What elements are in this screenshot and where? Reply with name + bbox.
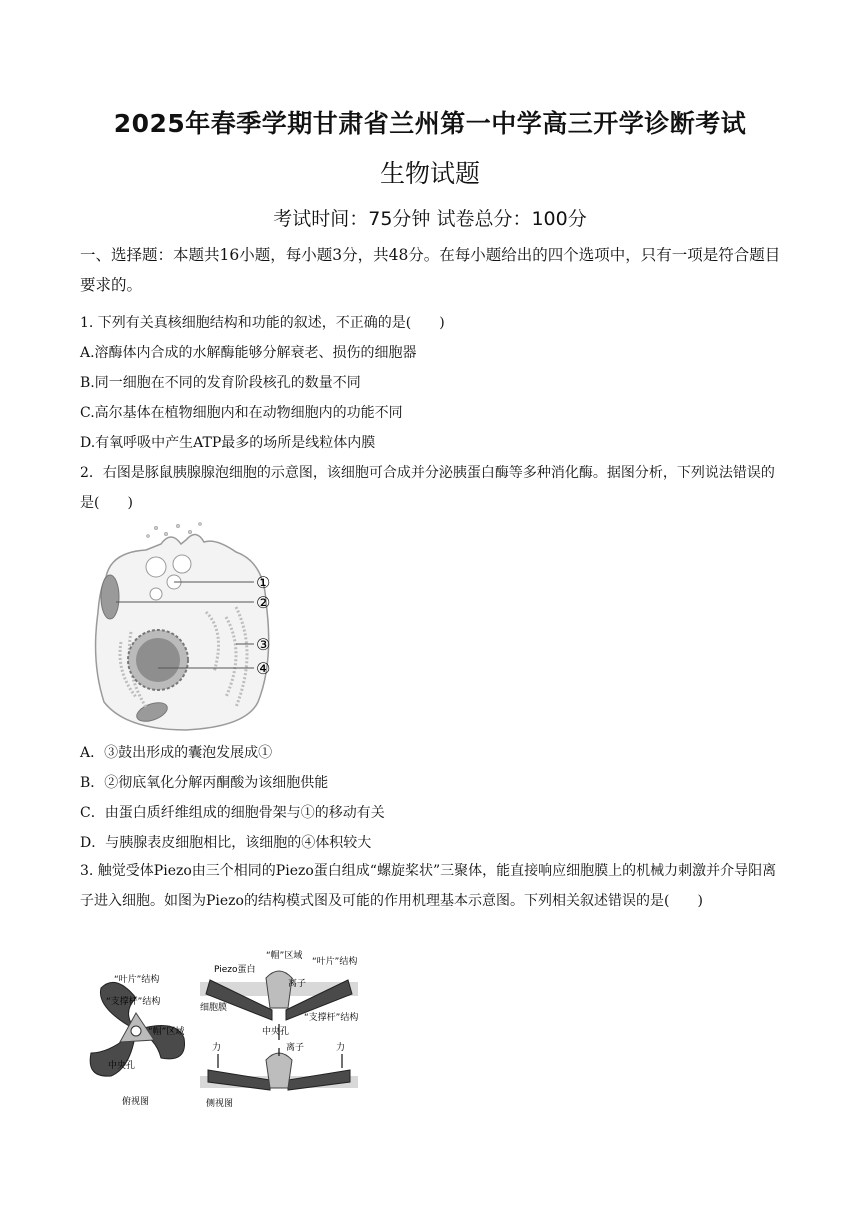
q3-stem: 3. 触觉受体Piezo由三个相同的Piezo蛋白组成“螺旋桨状”三聚体，能直接响应细胞膜上的机械力刺激并介导阳离子进入细胞。如图为Piezo的结构模式图及可能的作用机理基本示意图。下列相关叙述错误的是( ) <box>80 863 777 909</box>
acinar-cell-figure <box>86 522 286 737</box>
piezo-side-view-figure <box>200 950 358 1112</box>
top-leaf-label: “叶片”结构 <box>114 975 160 985</box>
cell-label-1: ① <box>256 573 271 592</box>
q1-stem: 1. 下列有关真核细胞结构和功能的叙述，不正确的是( ) <box>80 315 445 331</box>
piezo-top-view-figure <box>76 968 196 1110</box>
cell-label-2: ② <box>256 593 271 612</box>
q2-option-c: C．由蛋白质纤维组成的细胞骨架与①的移动有关 <box>80 805 385 821</box>
side-force-left-label: 力 <box>212 1043 222 1053</box>
side-caption: 侧视图 <box>206 1099 234 1109</box>
side-ion-bottom-label: 离子 <box>286 1043 305 1053</box>
side-leaf-label: “叶片”结构 <box>312 957 358 967</box>
top-strut-label: “支撑杆”结构 <box>106 997 161 1007</box>
q2-option-a: A．③鼓出形成的囊泡发展成① <box>80 745 273 761</box>
q2-option-b: B．②彻底氧化分解丙酮酸为该细胞供能 <box>80 775 329 791</box>
side-cap-label: “帽”区域 <box>266 951 303 961</box>
section-instructions: 一、选择题：本题共16小题，每小题3分，共48分。在每小题给出的四个选项中，只有一项是符合题目要求的。 <box>80 246 781 294</box>
side-pore-label: 中央孔 <box>262 1027 290 1037</box>
q1-option-c: C.高尔基体在植物细胞内和在动物细胞内的功能不同 <box>80 405 403 421</box>
q2-stem: 2．右图是豚鼠胰腺腺泡细胞的示意图，该细胞可合成并分泌胰蛋白酶等多种消化酶。据图分析，下列说法错误的是( ) <box>80 465 775 511</box>
side-protein-label: Piezo蛋白 <box>214 965 256 975</box>
side-force-right-label: 力 <box>336 1043 346 1053</box>
side-ion-top-label: 离子 <box>288 979 307 989</box>
side-strut-label: “支撑杆”结构 <box>304 1013 358 1023</box>
q2-option-d: D．与胰腺表皮细胞相比，该细胞的④体积较大 <box>80 835 372 851</box>
exam-info: 考试时间：75分钟 试卷总分：100分 <box>273 208 587 230</box>
cell-label-3: ③ <box>256 635 271 654</box>
cell-label-4: ④ <box>256 659 271 678</box>
exam-subject: 生物试题 <box>379 159 480 188</box>
q1-option-d: D.有氧呼吸中产生ATP最多的场所是线粒体内膜 <box>80 435 376 451</box>
q1-option-a: A.溶酶体内合成的水解酶能够分解衰老、损伤的细胞器 <box>80 345 417 361</box>
top-caption: 俯视图 <box>122 1097 150 1107</box>
top-cap-label: “帽”区域 <box>148 1027 185 1037</box>
exam-title: 2025年春季学期甘肃省兰州第一中学高三开学诊断考试 <box>113 109 747 138</box>
top-pore-label: 中央孔 <box>108 1061 136 1071</box>
side-membrane-label: 细胞膜 <box>200 1003 228 1013</box>
q1-option-b: B.同一细胞在不同的发育阶段核孔的数量不同 <box>80 375 361 391</box>
